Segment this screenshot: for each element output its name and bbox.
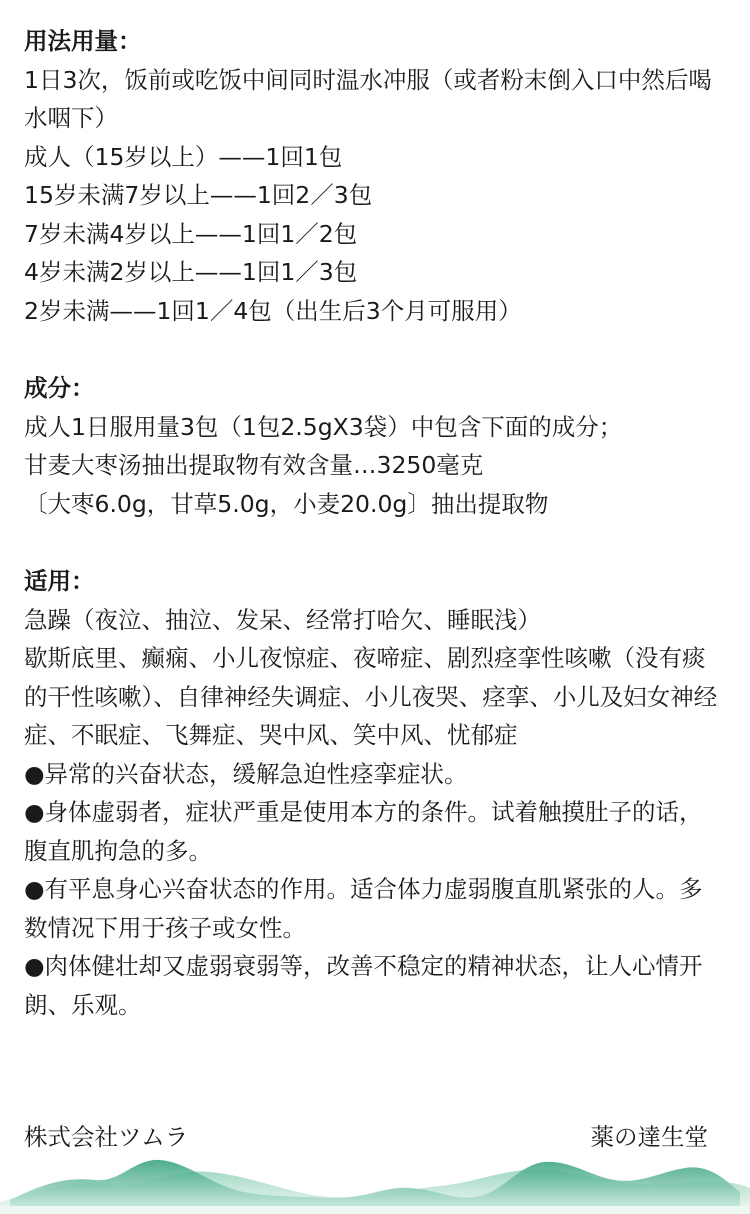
ingredients-section bbox=[24, 369, 724, 523]
maker-name: 株式会社ツムラ bbox=[24, 1123, 189, 1151]
ingredients-line: 成人1日服用量3包（1包2.5gX3袋）中包含下面的成分； bbox=[24, 412, 623, 441]
indications-bullet: ●身体虚弱者，症状严重是使用本方的条件。试着触摸肚子的话，腹直肌拘急的多。 bbox=[24, 798, 703, 865]
indications-bullet: ●肉体健壮却又虚弱衰弱等，改善不稳定的精神状态，让人心情开朗、乐观。 bbox=[24, 952, 703, 1019]
indications-bullet: ●有平息身心兴奋状态的作用。适合体力虚弱腹直肌紧张的人。多数情况下用于孩子或女性。 bbox=[24, 875, 703, 942]
indications-section bbox=[24, 562, 724, 1024]
indications-bullet: ●异常的兴奋状态，缓解急迫性痉挛症状。 bbox=[24, 759, 468, 788]
indications-line: 急躁（夜泣、抽泣、发呆、经常打哈欠、睡眠浅） bbox=[24, 605, 541, 634]
usage-line: 成人（15岁以上）——1回1包 bbox=[24, 142, 343, 171]
usage-line: 15岁未满7岁以上——1回2／3包 bbox=[24, 181, 373, 209]
ingredients-line: 甘麦大枣汤抽出提取物有效含量…3250毫克 bbox=[24, 451, 484, 479]
usage-line: 2岁未满——1回1／4包（出生后3个月可服用） bbox=[24, 296, 522, 325]
ingredients-heading: 成分： bbox=[24, 374, 95, 402]
mountain-base bbox=[0, 1206, 750, 1214]
usage-line: 7岁未满4岁以上——1回1／2包 bbox=[24, 219, 358, 248]
usage-line: 4岁未满2岁以上——1回1／3包 bbox=[24, 258, 358, 286]
ingredients-line: 〔大枣6.0g，甘草5.0g，小麦20.0g〕抽出提取物 bbox=[24, 489, 549, 518]
shop-name: 薬の達生堂 bbox=[590, 1123, 708, 1151]
document-body bbox=[24, 22, 724, 1024]
indications-heading: 适用： bbox=[24, 567, 95, 595]
indications-line: 歇斯底里、癫痫、小儿夜惊症、夜啼症、剧烈痉挛性咳嗽（没有痰的干性咳嗽）、自律神经失调症、小儿夜哭、痉挛、小儿及妇女神经症、不眠症、飞舞症、哭中风、笑中风、忧郁症 bbox=[24, 644, 718, 749]
mountain-front bbox=[10, 1160, 740, 1214]
usage-heading: 用法用量： bbox=[24, 27, 142, 55]
usage-line: 1日3次，饭前或吃饭中间同时温水冲服（或者粉末倒入口中然后喝水咽下） bbox=[24, 65, 712, 132]
usage-section bbox=[24, 22, 724, 330]
mountain-decoration bbox=[0, 1150, 750, 1214]
